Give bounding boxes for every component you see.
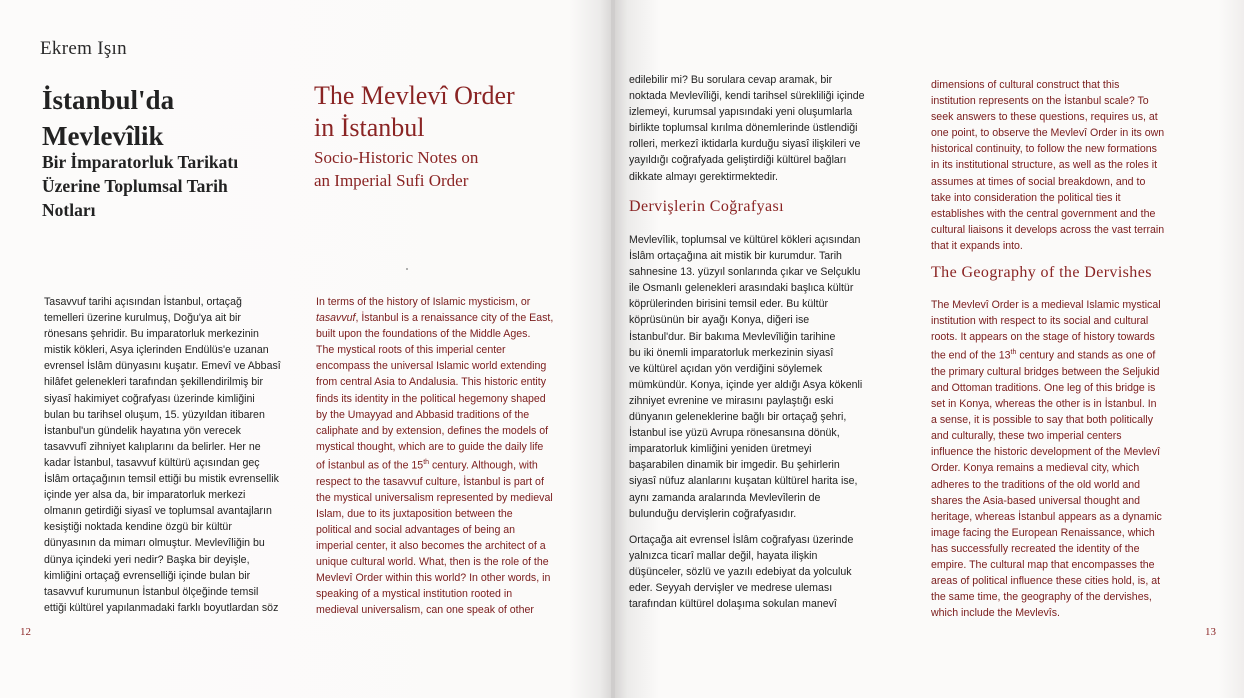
turkish-title-line: Mevlevîlik xyxy=(42,121,164,151)
turkish-body-text xyxy=(44,294,306,616)
text-line: dünyasının da mimarı olmuştur. Mevlevîliğin bu xyxy=(44,537,265,550)
text-line: izlemeyi, kurumsal yapısındaki yeni oluşumlarla xyxy=(629,106,853,119)
text-line: heritage, whereas İstanbul appears as a dynamic xyxy=(931,510,1162,523)
text-line: zihniyet evrenine ve mirasını paylaştığı eski xyxy=(629,394,834,407)
text-line: İstanbul'un gündelik hayatına yön verecek xyxy=(44,424,241,437)
turkish-section-heading: Dervişlerin Coğrafyası xyxy=(629,198,784,215)
text-line: birlikte toplumsal kırılma dönemlerinde üstlendiği xyxy=(629,122,858,135)
text-line: eder. Seyyah dervişler ve medrese uleması xyxy=(629,582,833,595)
text-line: köprüsünün bir ayağı Konya, diğeri ise xyxy=(629,314,810,327)
text-line: sahnesine 13. yüzyıl sonlarında çıkar ve Selçuklu xyxy=(629,266,861,279)
text-line: ettiği kültürel yapılanmadaki farklı boyutlardan söz xyxy=(44,601,279,614)
text-line: which include the Mevlevîs. xyxy=(931,607,1060,620)
text-line: İslâm ortaçağına ait mistik bir kurumdur. Tarih xyxy=(629,250,842,263)
text-line: mümkündür. Konya, içinde yer aldığı Asya kökenli xyxy=(629,378,863,391)
text-line: içinde yer alsa da, bir imparatorluk merkezi xyxy=(44,489,246,502)
text-line: and culturally, these two imperial centers xyxy=(931,430,1122,443)
text-line: The Mevlevî Order is a medieval Islamic mystical xyxy=(931,299,1161,311)
right-page xyxy=(615,0,1244,698)
text-line: has successfully recreated the identity of the xyxy=(931,542,1140,555)
turkish-title-line: İstanbul'da xyxy=(42,85,175,115)
text-line: institution represents on the İstanbul scale? To xyxy=(931,95,1149,108)
text-line: respect to the tasavvuf culture, İstanbul is part of xyxy=(316,475,544,488)
text-line: encompass the universal Islamic world extending xyxy=(316,360,547,373)
text-line: from central Asia to Andalusia. This historic entity xyxy=(316,376,547,389)
text-line: temelleri üzerine kurulmuş, Doğu'ya ait bir xyxy=(44,312,241,325)
text-line: assumes at times of social breakdown, and to xyxy=(931,175,1146,188)
text-line: edilebilir mi? Bu sorulara cevap aramak, bir xyxy=(629,74,833,86)
text-line: medieval universalism, can one speak of other xyxy=(316,604,534,617)
text-line: İstanbul ise yüzü Avrupa rönesansına dönük, xyxy=(629,427,840,440)
text-line: kesiştiği noktada kendine özgü bir kültür xyxy=(44,521,232,534)
text-line: roots. It appears on the stage of history towards xyxy=(931,331,1155,344)
text-line: Tasavvuf tarihi açısından İstanbul, ortaçağ xyxy=(44,296,242,308)
text-line: finds its identity in the political hegemony shaped xyxy=(316,392,546,405)
text-line: that it expands into. xyxy=(931,239,1023,252)
text-line: the mystical universalism represented by medieval xyxy=(316,491,553,504)
english-title-line: in İstanbul xyxy=(314,113,425,142)
text-line: hilâfet gelenekleri tarafından şekillendirilmiş bir xyxy=(44,376,264,389)
turkish-subtitle-line: Üzerine Toplumsal Tarih xyxy=(42,176,228,196)
text-line: The mystical roots of this imperial center xyxy=(316,344,506,357)
turkish-subtitle-line: Notları xyxy=(42,200,96,220)
text-line: take into consideration the political ties it xyxy=(931,191,1121,204)
text-line: of İstanbul as of the 15th century. Although, with xyxy=(316,458,538,472)
text-line: in its institutional structure, as well as the roles it xyxy=(931,159,1158,172)
text-line: tasavvufî zihniyet kalıplarını da belirler. Her ne xyxy=(44,440,261,453)
text-line: Islam, due to its juxtaposition between the xyxy=(316,507,513,520)
text-line: image facing the European Renaissance, which xyxy=(931,526,1155,539)
text-line: başarabilen dinamik bir imgedir. Bu şehirlerin xyxy=(629,459,840,472)
text-line: tasavvuf kurumunun İstanbul ölçeğinde temsil xyxy=(44,585,259,598)
turkish-intro-text xyxy=(629,72,921,185)
english-subtitle xyxy=(314,146,594,192)
text-line: political and social advantages of being an xyxy=(316,523,516,536)
text-line: Mevlevîlik, toplumsal ve kültürel kökleri açısından xyxy=(629,234,861,246)
left-page xyxy=(0,0,612,698)
text-line: köprülerinden birisini temsil eder. Bu kültür xyxy=(629,298,829,311)
text-line: Ortaçağa ait evrensel İslâm coğrafyası üzerinde xyxy=(629,534,854,546)
text-line: evrensel İslâm dünyasını kuşatır. Emevî ve Abbasî xyxy=(44,360,281,373)
text-line: aynı zamanda aralarında Mevlevîlerin de xyxy=(629,491,821,504)
text-line: bulunduğu dervişlerin coğrafyasıdır. xyxy=(629,507,797,520)
text-line: areas of political influence these cities hold, is, at xyxy=(931,575,1161,588)
text-line: ile Osmanlı gelenekleri arasındaki başlıca kültür xyxy=(629,282,854,295)
text-line: built upon the foundations of the Middle Ages. xyxy=(316,328,531,341)
text-line: shares the Asia-based universal thought and xyxy=(931,494,1141,507)
english-section-heading: The Geography of the Dervishes xyxy=(931,264,1152,281)
text-line: seek answers to these questions, requires us, at xyxy=(931,111,1158,124)
text-line: establishes with the central government and the xyxy=(931,207,1156,220)
english-body-text xyxy=(316,294,582,618)
text-line: adheres to the traditions of the old world and xyxy=(931,478,1141,491)
text-line: tarafından kültürel dolaşıma sokulan manevî xyxy=(629,598,837,611)
english-title-line: The Mevlevî Order xyxy=(314,81,515,110)
text-line: yalnızca ticarî mallar değil, hayata ilişkin xyxy=(629,550,818,563)
text-line: İslâm ortaçağının temsil ettiği bu mistik evrensellik xyxy=(44,473,279,486)
text-line: caliphate and by extension, defines the models of xyxy=(316,424,549,437)
text-line: rönesans şehridir. Bu imparatorluk merkezinin xyxy=(44,328,259,341)
text-line: rolleri, merkezî iktidarla kurduğu siyasî ilişkileri ve xyxy=(629,138,861,151)
text-line: by the Umayyad and Abbasid traditions of the xyxy=(316,408,530,421)
english-title xyxy=(314,80,594,144)
text-line: bulan bu tarihsel oluşum, 15. yüzyıldan itibaren xyxy=(44,408,265,421)
text-line: mystical thought, which are to guide the daily life xyxy=(316,440,544,453)
text-line: institution with respect to its social and cultural xyxy=(931,315,1149,328)
text-line: siyasî hakimiyet coğrafyası üzerinde kimliğini xyxy=(44,392,255,405)
text-line: the end of the 13th century and stands as one of xyxy=(931,349,1156,362)
english-intro-text xyxy=(931,77,1213,254)
text-line: unique cultural world. What, then is the role of the xyxy=(316,556,549,569)
text-line: and Ottoman traditions. One leg of this bridge is xyxy=(931,382,1156,394)
text-line: siyasî nüfuz alanlarını kuşatan kültürel harita ise, xyxy=(629,475,858,488)
text-line: the same time, the geography of the dervishes, xyxy=(931,591,1152,604)
text-line: düşünceler, sözlü ve yazılı edebiyat da yolculuk xyxy=(629,566,852,579)
text-line: the primary cultural bridges between the Seljukid xyxy=(931,365,1160,378)
turkish-subtitle xyxy=(42,150,292,222)
text-line: dünyanın geleneklerine bağlı bir ortaçağ şehri, xyxy=(629,411,847,424)
page-number-right: 13 xyxy=(1205,626,1216,638)
print-speck xyxy=(406,268,408,270)
text-line: one point, to observe the Mevlevî Order in its own xyxy=(931,127,1165,140)
text-line: imparatorluk kimliğini yeniden üretmeyi xyxy=(629,443,812,456)
turkish-section-body xyxy=(629,232,921,522)
text-line: mistik kökleri, Asya içlerinden Endülüs'e uzanan xyxy=(44,344,269,357)
text-line: bu iki önemli imparatorluk merkezinin siyasî xyxy=(629,346,834,359)
text-line: ve kültürel açıdan yön verdiğini söylemek xyxy=(629,362,823,375)
text-line: speaking of a mystical institution rooted in xyxy=(316,588,513,601)
text-line: a sense, it is possible to say that both politically xyxy=(931,414,1153,427)
text-line: dünya içindeki yeri nedir? Başka bir deyişle, xyxy=(44,553,250,566)
text-line: Order. Konya remains a medieval city, which xyxy=(931,462,1140,475)
turkish-section-body-2 xyxy=(629,532,921,612)
text-line: influence the historic development of the Mevlevî xyxy=(931,446,1161,459)
english-subtitle-line: Socio-Historic Notes on xyxy=(314,148,479,167)
text-line: In terms of the history of Islamic mysticism, or xyxy=(316,296,531,308)
text-line: cultural liaisons it develops across the vast terrain xyxy=(931,223,1165,236)
page-number-left: 12 xyxy=(20,626,31,638)
english-section-body xyxy=(931,297,1213,621)
text-line: noktada Mevlevîliği, kendi tarihsel sürekliliği içinde xyxy=(629,90,865,103)
text-line: empire. The cultural map that encompasses the xyxy=(931,559,1155,572)
english-subtitle-line: an Imperial Sufi Order xyxy=(314,171,469,190)
author-name: Ekrem Işın xyxy=(40,38,127,59)
text-line: tasavvuf, İstanbul is a renaissance city of the East, xyxy=(316,312,554,325)
text-line: Mevlevî Order within this world? In other words, in xyxy=(316,572,551,585)
text-line: yayıldığı coğrafyada geliştirdiği kültürel bağları xyxy=(629,154,847,167)
turkish-title xyxy=(42,82,292,154)
text-line: historical continuity, to follow the new formations xyxy=(931,143,1157,156)
text-line: kimliğini ortaçağ evrenselliği içinde bulan bir xyxy=(44,569,251,582)
text-line: kadar İstanbul, tasavvuf kültürü açısından geç xyxy=(44,456,260,469)
text-line: set in Konya, whereas the other is in İstanbul. In xyxy=(931,398,1157,411)
text-line: olmanın getirdiği siyasî ve toplumsal avantajların xyxy=(44,505,272,518)
text-line: dikkate almayı gerektirmektedir. xyxy=(629,170,778,183)
text-line: İstanbul'dur. Bir bakıma Mevlevîliğin tarihine xyxy=(629,330,836,343)
text-line: imperial center, it also becomes the architect of a xyxy=(316,539,546,552)
turkish-subtitle-line: Bir İmparatorluk Tarikatı xyxy=(42,152,239,172)
text-line: dimensions of cultural construct that this xyxy=(931,79,1120,91)
